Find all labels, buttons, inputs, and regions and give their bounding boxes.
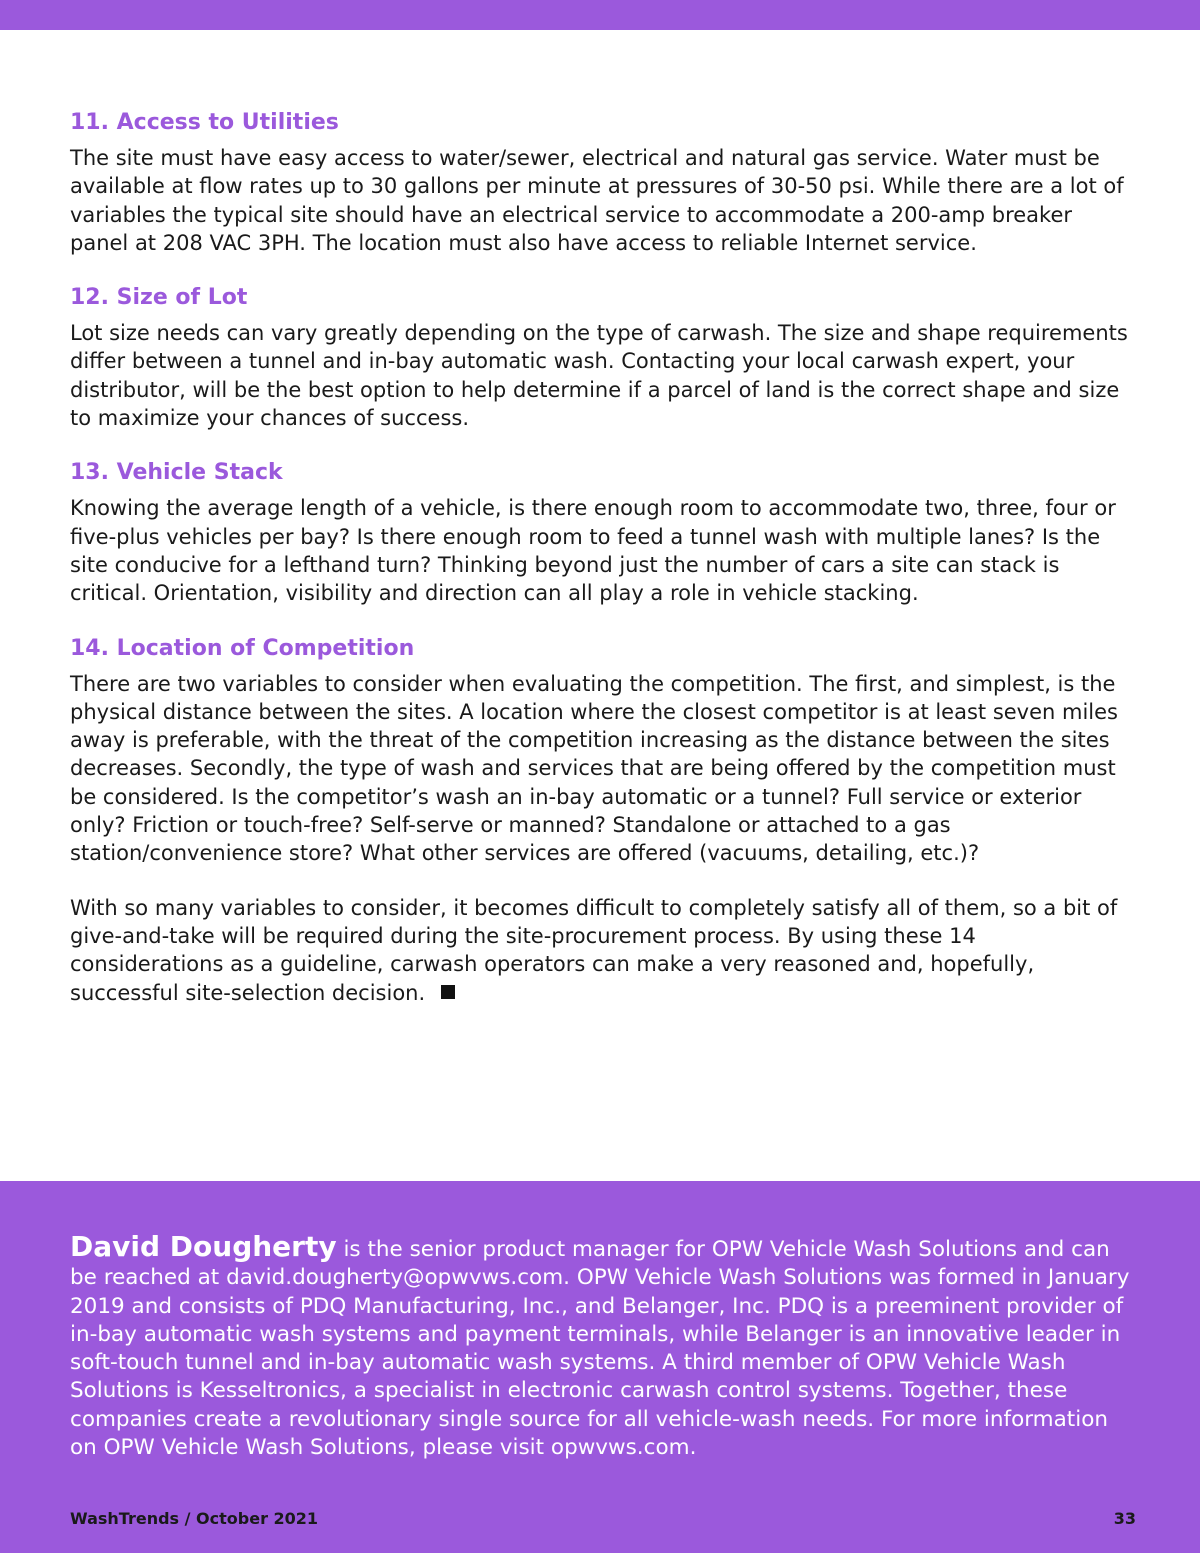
section-heading: 12. Size of Lot — [70, 285, 248, 311]
section-heading: 11. Access to Utilities — [70, 110, 339, 135]
top-accent-bar — [0, 0, 1200, 30]
author-bio-box — [0, 1181, 1200, 1553]
article-content — [70, 108, 1130, 1007]
author-bio-text: is the senior product manager for OPW Vehicle Wash Solutions and can be reached at david.dougherty@opwvws.com. OPW Vehicle Wash Solutions was formed in January 2019 and consists of PDQ Manufacturing, Inc., and Belanger, Inc. PDQ is a preeminent provider of in-bay automatic wash systems and payment terminals, while Belanger is an innovative leader in soft-touch tunnel and in-bay automatic wash systems. A third member of OPW Vehicle Wash Solutions is Kesseltronics, a specialist in electronic carwash control systems. Together, these companies create a revolutionary single source for all vehicle-wash needs. For more information on OPW Vehicle Wash Solutions, please visit opwvws.com. — [70, 1237, 1130, 1461]
section-access-to-utilities — [70, 108, 1130, 257]
section-body: The site must have easy access to water/sewer, electrical and natural gas service. Water must be available at flow rates up to 30 gallons per minute at pressures of 30-50 psi. While there are a lot of variables the typical site should have an electrical service to accommodate a 200-amp breaker panel at 208 VAC 3PH. The location must also have access to reliable Internet service. — [70, 146, 1124, 255]
publication-footer: WashTrends / October 2021 — [70, 1509, 319, 1528]
section-body: Knowing the average length of a vehicle, is there enough room to accommodate two, three, four or five-plus vehicles per bay? Is there enough room to feed a tunnel wash with multiple lanes? Is the site conducive for a lefthand turn? Thinking beyond just the number of cars a site can stack is critical. Orientation, visibility and direction can all play a role in vehicle stacking. — [70, 496, 1116, 606]
page-number: 33 — [1113, 1509, 1136, 1528]
section-heading: 13. Vehicle Stack — [70, 460, 283, 486]
section-size-of-lot — [70, 283, 1130, 432]
end-of-article-square-icon — [441, 985, 455, 999]
section-heading: 14. Location of Competition — [70, 635, 415, 661]
closing-paragraph — [70, 894, 1130, 1007]
section-body: There are two variables to consider when evaluating the competition. The first, and simplest, is the physical distance between the sites. A location where the closest competitor is at least seven miles away is preferable, with the threat of the competition increasing as the distance between the sites decreases. Secondly, the type of wash and services that are being offered by the competition must be considered. Is the competitor’s wash an in-bay automatic or a tunnel? Full service or exterior only? Friction or touch-free? Self-serve or manned? Standalone or attached to a gas station/convenience store? What other services are offered (vacuums, detailing, etc.)? — [70, 671, 1119, 866]
section-location-of-competition — [70, 634, 1130, 868]
closing-text: With so many variables to consider, it becomes difficult to completely satisfy all of them, so a bit of give-and-take will be required during the site-procurement process. By using these 14 considerations as a guideline, carwash operators can make a very reasoned and, hopefully, successful site-selection decision. — [70, 895, 1118, 1005]
author-bio — [70, 1230, 1132, 1462]
section-vehicle-stack — [70, 458, 1130, 607]
author-name: David Dougherty — [70, 1230, 337, 1263]
section-body: Lot size needs can vary greatly depending on the type of carwash. The size and shape requirements differ between a tunnel and in-bay automatic wash. Contacting your local carwash expert, your distributor, will be the best option to help determine if a parcel of land is the correct shape and size to maximize your chances of success. — [70, 321, 1128, 431]
